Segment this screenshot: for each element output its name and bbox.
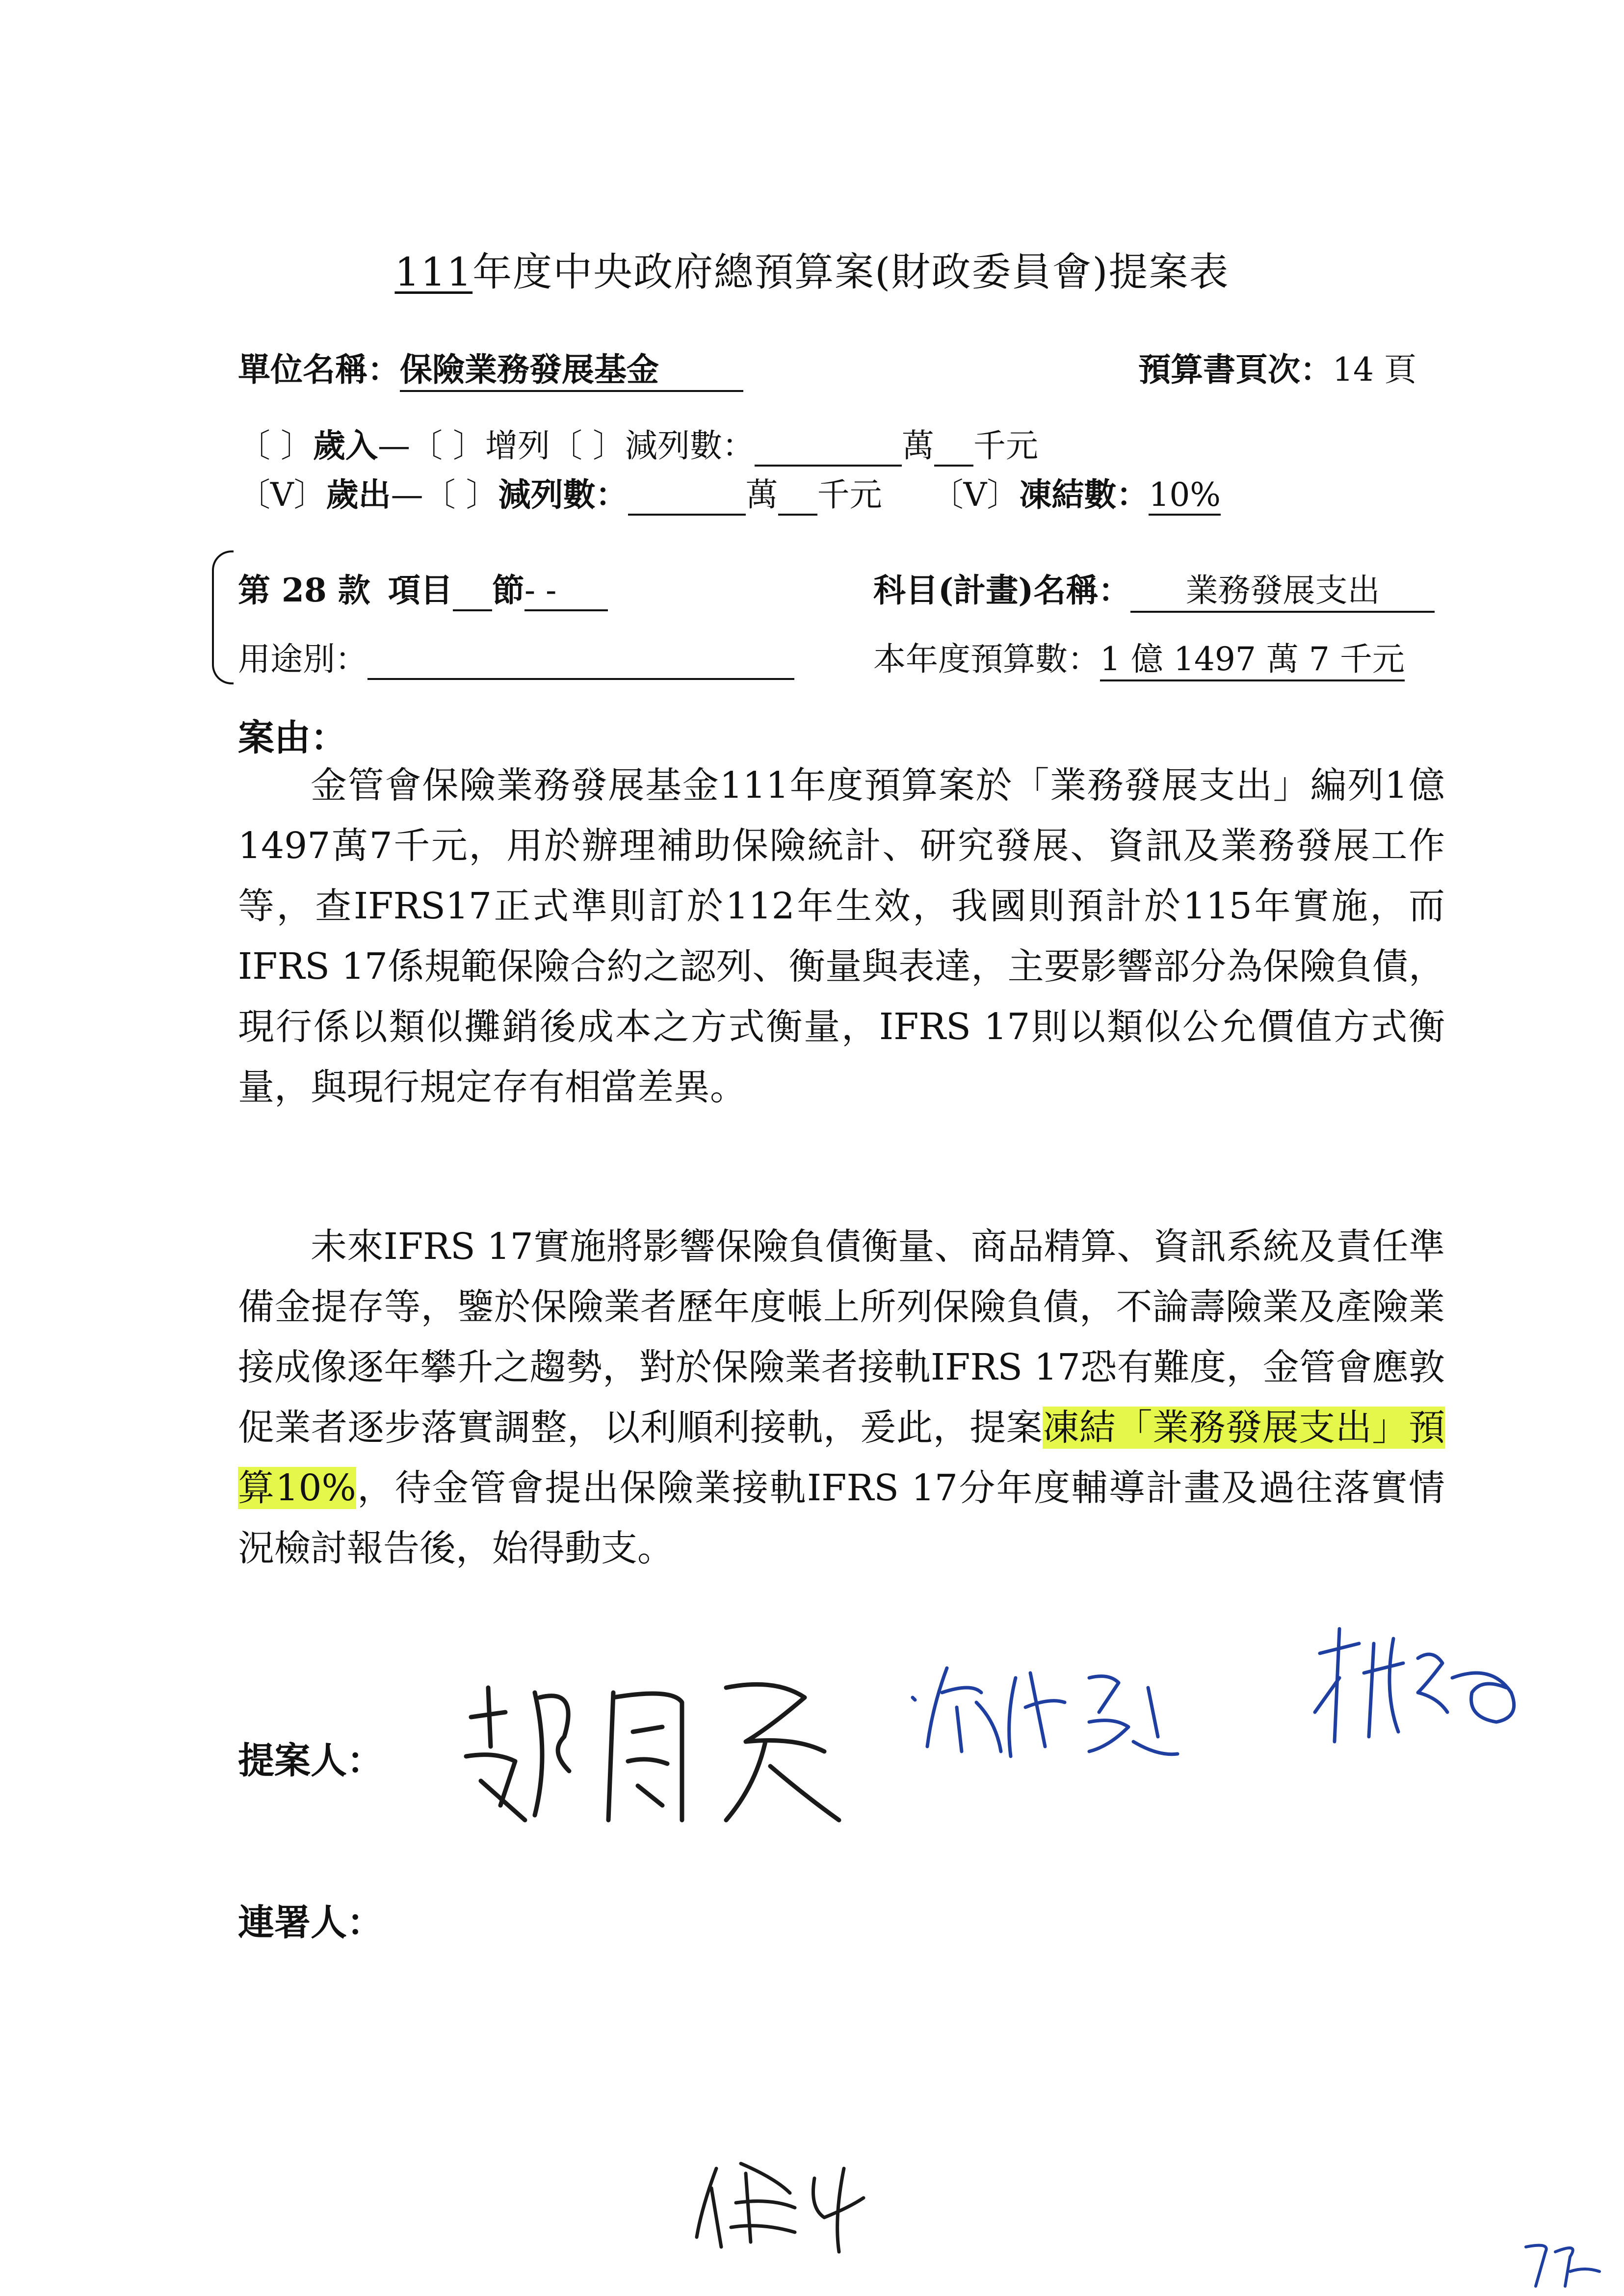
budget-label: 本年度預算數： [873,640,1100,678]
signature-2 [903,1648,1256,1766]
revenue-line [238,419,1038,467]
revenue-label: 歲入 [313,426,378,465]
revenue-opt1-checkbox: 〔 〕 [410,427,485,465]
signature-1 [451,1658,854,1845]
budget-value: 1 億 1497 萬 7 千元 [1100,633,1405,681]
section-jie-value: - - [524,572,608,611]
section-xiang: 項目 [388,571,453,609]
revenue-unit-wan: 萬 [901,427,934,465]
cosigner-label: 連署人： [238,1902,383,1944]
revenue-opt1-label: 增列 [485,427,550,465]
reason-p2-part-a: 未來IFRS 17實施將影響保險負債衡量、商品精算、資訊系統及責任準備金提存等，鑒於保險業者歷年度帳上所列保險負債，不論壽險業及產險業接成像逐年攀升之趨勢，對於保險業者接軌IFRS 17恐有難度，金管會應敦促業者逐步落實調整，以利順利接軌，爰此，提案 [238,1226,1445,1449]
expense-unit-qian: 千元 [817,476,882,514]
page-title [0,240,1624,297]
proposer-label: 提案人： [238,1740,383,1782]
subject-value: 業務發展支出 [1130,564,1435,613]
expense-line [238,469,1221,516]
page-number-mark [1521,2237,1609,2291]
reason-paragraph-1: 金管會保險業務發展基金111年度預算案於「業務發展支出」編列1億1497萬7千元，用於辦理補助保險統計、研究發展、資訊及業務發展工作等，查IFRS17正式準則訂於112年生效，我國則預計於115年實施，而IFRS 17係規範保險合約之認列、衡量與表達，主要影響部分為保險負債，現行係以類似攤銷後成本之方式衡量，IFRS 17則以類似公允價值方式衡量，與現行規定存有相當差異。 [238,764,1445,1108]
title-text: 年度中央政府總預算案(財政委員會)提案表 [472,249,1230,295]
reason-paragraph-2 [238,1217,1445,1579]
revenue-unit-qian: 千元 [973,427,1038,465]
expense-qian-blank [778,476,817,516]
signature-3 [1305,1619,1541,1756]
reason-highlight: 凍結「業務發展支出」預算10% [238,1407,1445,1509]
budget-row [873,633,1405,681]
expense-unit-wan: 萬 [745,476,778,514]
use-blank [367,640,794,680]
expense-checkbox: 〔V〕 [238,476,326,514]
expense-label: 歲出 [326,475,391,514]
revenue-amount-blank [755,427,902,467]
freeze-label: 凍結數： [1019,475,1149,514]
revenue-opt2-checkbox: 〔 〕 [550,427,625,465]
revenue-opt2-label: 減列數： [625,427,755,465]
section-xiang-blank [453,572,492,611]
revenue-dash: — [377,427,410,465]
expense-dash: — [391,476,423,514]
use-row [238,633,794,680]
reason-label: 案由： [238,717,347,759]
revenue-checkbox: 〔 〕 [238,427,313,465]
handwritten-mark [687,2149,873,2257]
subject-row [873,564,1435,613]
expense-amount-blank [628,476,746,516]
page-ref-label: 預算書頁次： [1138,350,1333,389]
unit-label: 單位名稱： [238,350,400,389]
expense-opt-label: 減列數： [498,475,628,514]
subject-label: 科目(計畫)名稱： [873,571,1131,609]
unit-row [238,343,743,392]
expense-opt-checkbox: 〔 〕 [423,476,498,514]
revenue-qian-blank [934,427,973,467]
section-bracket [212,550,234,684]
use-label: 用途別： [238,640,367,678]
title-year: 111 [394,249,473,295]
reason-p2-part-b: ，待金管會提出保險業接軌IFRS 17分年度輔導計畫及過往落實情況檢討報告後，始得動支。 [238,1467,1445,1569]
section-kuan: 第 28 款 [238,571,370,609]
page-ref-value: 14 頁 [1333,351,1416,389]
freeze-checkbox: 〔V〕 [931,476,1020,514]
section-jie: 節 [492,571,524,609]
freeze-value: 10% [1149,476,1221,516]
section-row-1 [238,564,608,611]
unit-value: 保險業務發展基金 [400,343,743,392]
page-ref [1138,343,1416,390]
